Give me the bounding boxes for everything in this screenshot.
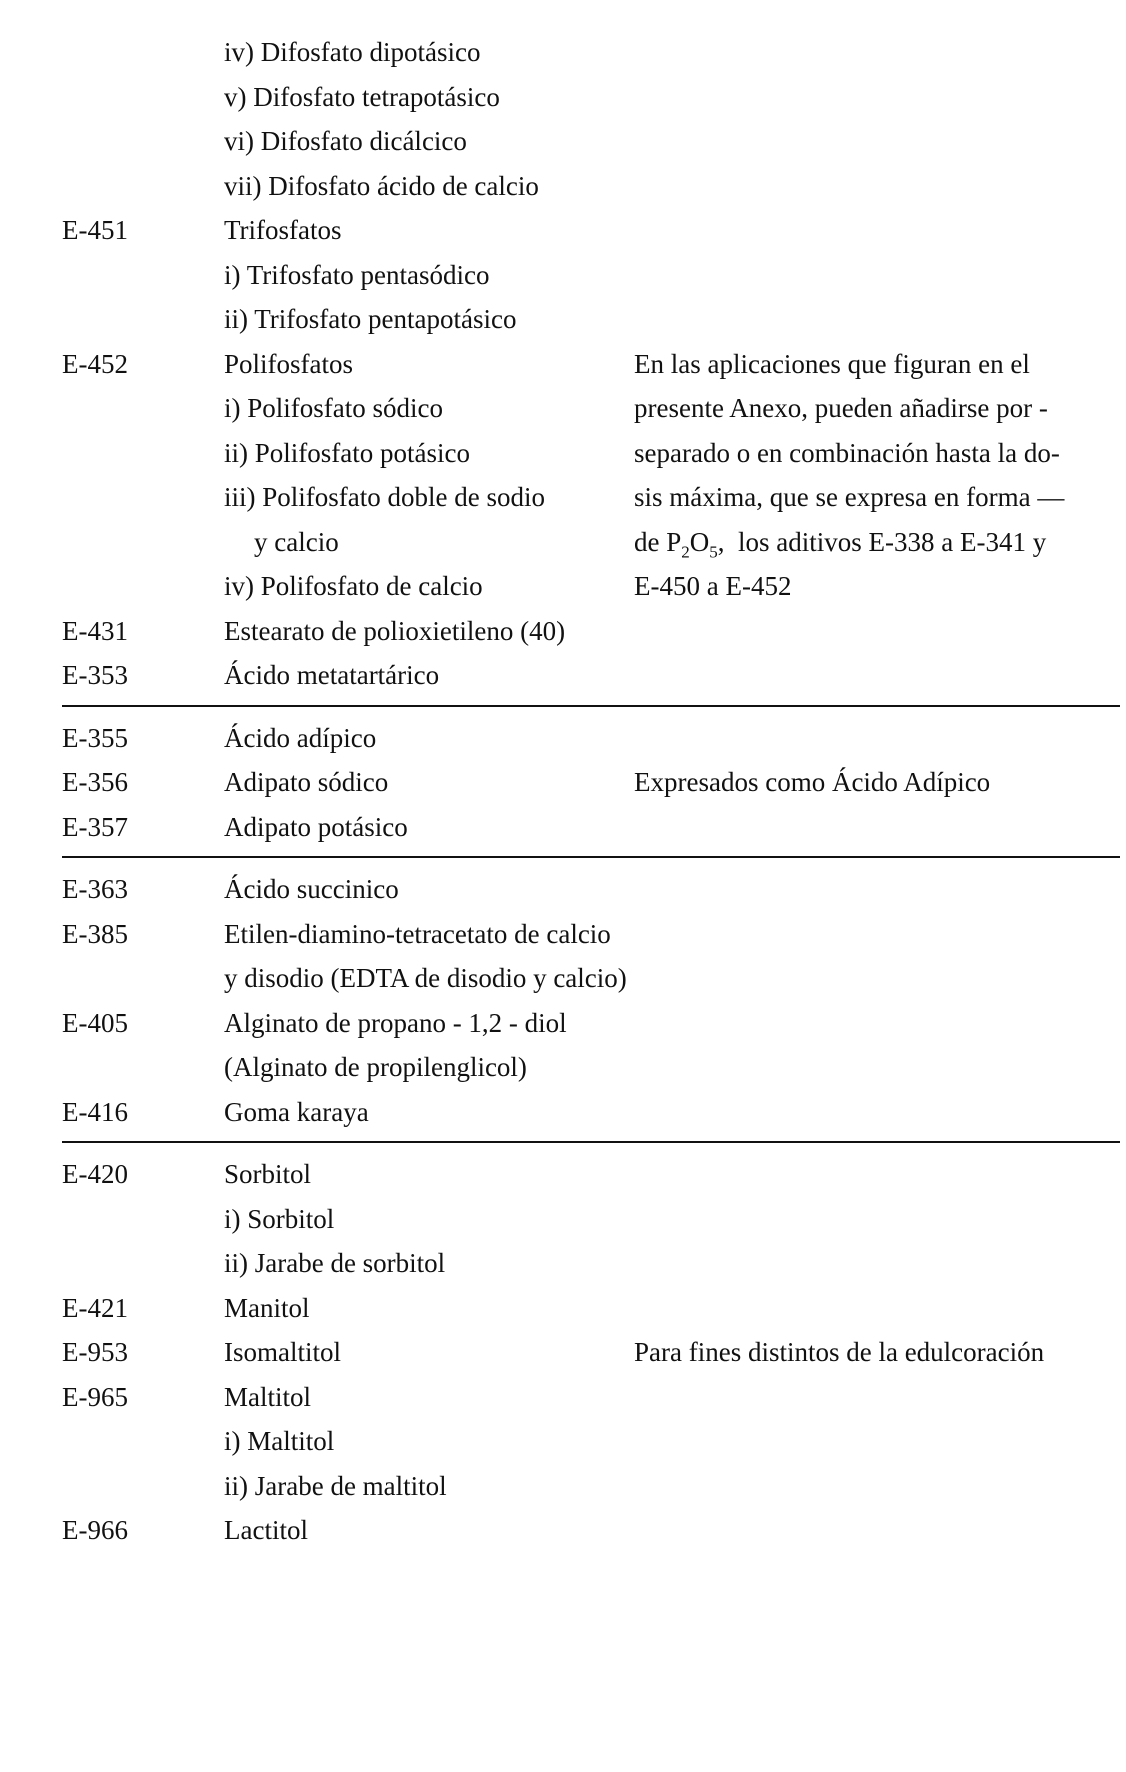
table-row (0, 805, 1126, 850)
table-row (0, 1286, 1126, 1331)
table-row (0, 956, 1126, 1001)
additive-name: Ácido succinico (224, 874, 399, 904)
additive-code (0, 119, 222, 164)
additive-name: ii) Trifosfato pentapotásico (224, 304, 517, 334)
additive-name: y disodio (EDTA de disodio y calcio) (224, 963, 627, 993)
additive-code (0, 75, 222, 120)
note-adipates: Expresados como Ácido Adípico (634, 767, 991, 797)
additive-code (0, 520, 222, 565)
table-row (0, 30, 1126, 75)
additive-name: vii) Difosfato ácido de calcio (224, 170, 539, 201)
additive-name: Isomaltitol (224, 1337, 341, 1367)
table-row (0, 208, 1126, 253)
additive-name: Estearato de polioxietileno (40) (224, 615, 566, 646)
table-row (0, 75, 1126, 120)
additive-name: iv) Polifosfato de calcio (224, 571, 483, 601)
formula-mid: O (689, 526, 710, 557)
additive-name: ii) Jarabe de sorbitol (224, 1248, 446, 1278)
table-row (0, 1001, 1126, 1046)
table-row (0, 1152, 1126, 1197)
additive-code: E-431 (62, 615, 128, 646)
additive-name: y calcio (254, 526, 339, 557)
additive-name: vi) Difosfato dicálcico (224, 126, 467, 156)
formula-prefix: de P (634, 526, 682, 557)
additive-code: E-953 (62, 1337, 128, 1367)
additive-name: Manitol (224, 1292, 310, 1323)
additive-code: E-965 (62, 1381, 128, 1412)
formula-subscript: 2 (681, 541, 690, 561)
additive-code: E-452 (62, 348, 128, 379)
table-row (0, 867, 1126, 912)
note-line-formula (634, 520, 1080, 565)
formula-suffix: , (717, 526, 725, 557)
additive-name: ii) Polifosfato potásico (224, 437, 470, 468)
additive-name: Trifosfatos (224, 215, 342, 245)
additive-code (0, 253, 222, 298)
table-row (0, 1045, 1126, 1090)
additive-code: E-421 (62, 1292, 128, 1323)
additive-name: i) Sorbitol (224, 1203, 335, 1234)
table-block-misc (0, 867, 1126, 1134)
note-line: presente Anexo, pueden añadirse por - (634, 393, 1048, 423)
additive-code: E-385 (62, 918, 128, 949)
additive-code: E-357 (62, 811, 128, 842)
note-polyols: Para fines distintos de la edulcoración (634, 1337, 1045, 1367)
additive-name: Alginato de propano - 1,2 - diol (224, 1007, 567, 1038)
additive-name: iii) Polifosfato doble de sodio (224, 482, 545, 512)
additive-code: E-356 (62, 767, 128, 797)
note-line: los aditivos E-338 a E-341 y (738, 526, 1047, 557)
additive-code (0, 1197, 222, 1242)
additive-code (0, 475, 222, 520)
note-line: E-450 a E-452 (634, 571, 792, 601)
table-row (0, 164, 1126, 209)
additive-name: Adipato potásico (224, 811, 408, 842)
additive-code (0, 564, 222, 609)
additive-code (0, 956, 222, 1001)
additive-code (0, 1241, 222, 1286)
additives-table (0, 30, 1126, 1553)
table-row (0, 1375, 1126, 1420)
additive-name: i) Maltitol (224, 1426, 335, 1456)
table-row (0, 609, 1126, 654)
note-line: En las aplicaciones que figuran en el (634, 348, 1030, 379)
additive-name: Goma karaya (224, 1096, 369, 1127)
table-row (0, 119, 1126, 164)
additive-code (0, 1464, 222, 1509)
table-row (0, 297, 1126, 342)
additive-code (0, 1045, 222, 1090)
additive-name: Etilen-diamino-tetracetato de calcio (224, 918, 611, 949)
additive-name: Lactitol (224, 1515, 308, 1545)
table-row (0, 1090, 1126, 1135)
section-divider (62, 856, 1120, 858)
additive-name: Polifosfatos (224, 348, 354, 379)
additive-name: Ácido adípico (224, 722, 377, 753)
additive-name: Ácido metatartárico (224, 660, 440, 690)
additive-code: E-405 (62, 1007, 128, 1038)
note-phosphates (634, 342, 1080, 609)
table-row (0, 1508, 1126, 1553)
additive-name: i) Polifosfato sódico (224, 393, 443, 423)
additive-name: (Alginato de propilenglicol) (224, 1052, 527, 1082)
section-divider (62, 705, 1120, 707)
additive-name: ii) Jarabe de maltitol (224, 1470, 447, 1501)
additive-code: E-355 (62, 722, 128, 753)
additive-name: Maltitol (224, 1381, 311, 1412)
table-row (0, 253, 1126, 298)
additive-code: E-353 (62, 660, 128, 690)
table-row (0, 912, 1126, 957)
table-row (0, 716, 1126, 761)
additive-code (0, 1419, 222, 1464)
additive-code (0, 164, 222, 209)
additive-code (0, 297, 222, 342)
additive-name: i) Trifosfato pentasódico (224, 259, 490, 290)
additive-code (0, 30, 222, 75)
note-line: separado o en combinación hasta la do- (634, 437, 1060, 468)
additive-code (0, 386, 222, 431)
additive-name: Sorbitol (224, 1159, 312, 1189)
table-row (0, 1419, 1126, 1464)
table-block-polyols (0, 1152, 1126, 1553)
additive-code: E-966 (62, 1515, 128, 1545)
section-divider (62, 1141, 1120, 1143)
additive-name: iv) Difosfato dipotásico (224, 37, 481, 67)
formula-subscript: 5 (709, 541, 718, 561)
additive-code: E-420 (62, 1159, 128, 1189)
table-row (0, 1464, 1126, 1509)
additive-code: E-363 (62, 874, 128, 904)
table-block-phosphates (0, 30, 1126, 698)
additive-code: E-416 (62, 1096, 128, 1127)
additive-code (0, 431, 222, 476)
table-row (0, 653, 1126, 698)
table-block-adipates (0, 716, 1126, 850)
table-row (0, 1241, 1126, 1286)
additive-name: v) Difosfato tetrapotásico (224, 81, 500, 112)
additive-name: Adipato sódico (224, 767, 389, 797)
table-row (0, 1197, 1126, 1242)
additive-code: E-451 (62, 215, 128, 245)
note-line: sis máxima, que se expresa en forma — (634, 482, 1065, 512)
